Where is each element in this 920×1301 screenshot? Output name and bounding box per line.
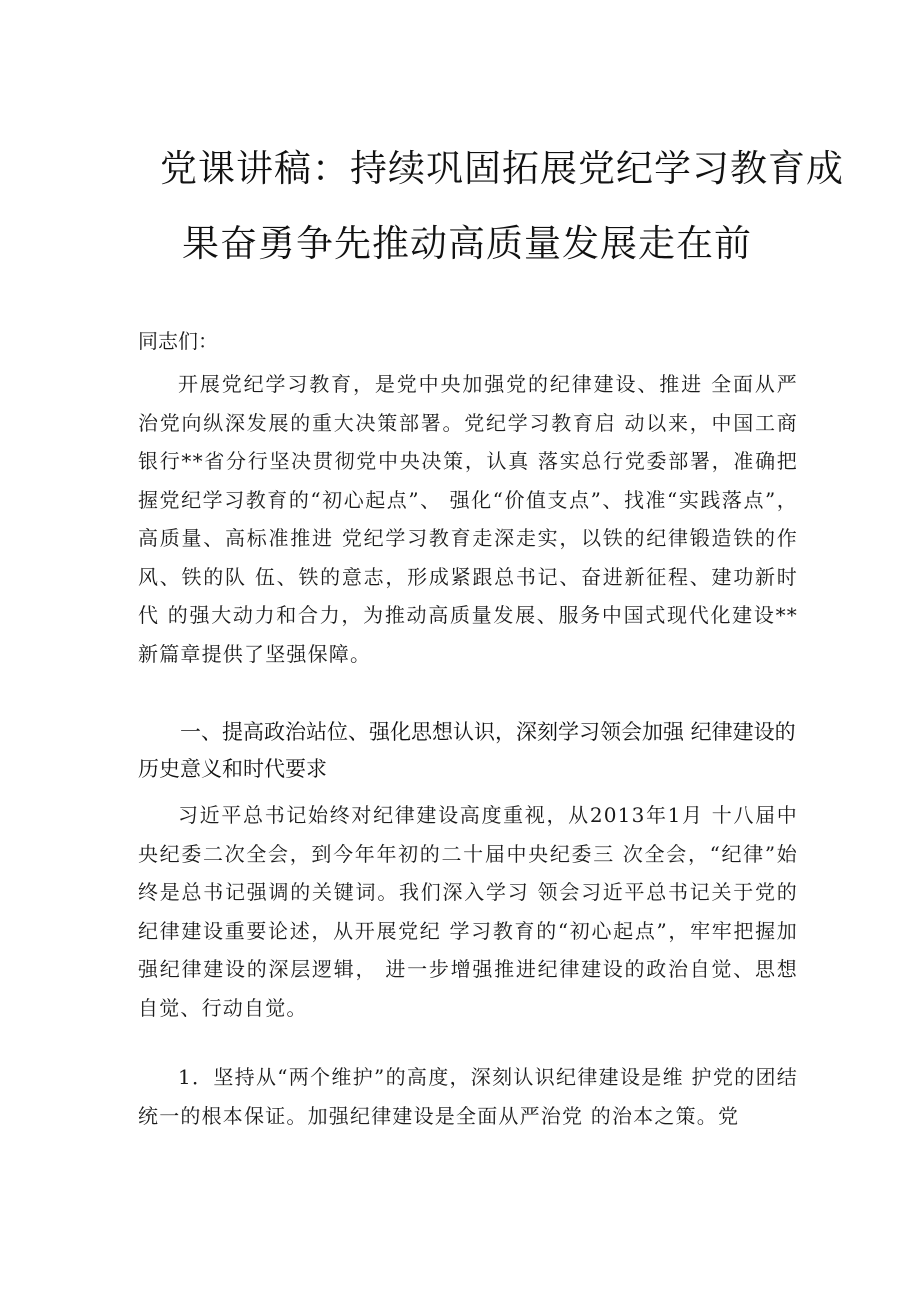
body-paragraph-3: 1．坚持从“两个维护”的高度，深刻认识纪律建设是维 护党的团结统一的根本保证。加强纪律建设是全面从严治党 的治本之策。党 <box>138 1065 798 1128</box>
body-paragraph-2: 习近平总书记始终对纪律建设高度重视，从2013年1月 十八届中央纪委二次全会，到今年年初的二十届中央纪委三 次全会，“纪律”始终是总书记强调的关键词。我们深入学习 领会习近平总书记关于党的纪律建设重要论述，从开展党纪 学习教育的“初心起点”，牢牢把握加强纪律建设的深层逻辑， 进一步增强推进纪律建设的政治自觉、思想自觉、行动自觉。 <box>138 803 798 1020</box>
document-title-line-1: 党课讲稿：持续巩固拓展党纪学习教育成 <box>160 147 844 190</box>
section-heading-1: 一、提高政治站位、强化思想认识，深刻学习领会加强 纪律建设的历史意义和时代要求 <box>138 720 796 781</box>
document-title-line-2: 果奋勇争先推动高质量发展走在前 <box>182 222 752 265</box>
salutation: 同志们： <box>138 329 218 353</box>
body-paragraph-1: 开展党纪学习教育，是党中央加强党的纪律建设、推进 全面从严治党向纵深发展的重大决策部署。党纪学习教育启 动以来，中国工商银行**省分行坚决贯彻党中央决策，认真 落实总行党委部署，准确把握党纪学习教育的“初心起点”、 强化“价值支点”、找准“实践落点”，高质量、高标准推进 党纪学习教育走深走实，以铁的纪律锻造铁的作风、铁的队 伍、铁的意志，形成紧跟总书记、奋进新征程、建功新时代 的强大动力和合力，为推动高质量发展、服务中国式现代化建设**新篇章提供了坚强保障。 <box>138 372 798 666</box>
